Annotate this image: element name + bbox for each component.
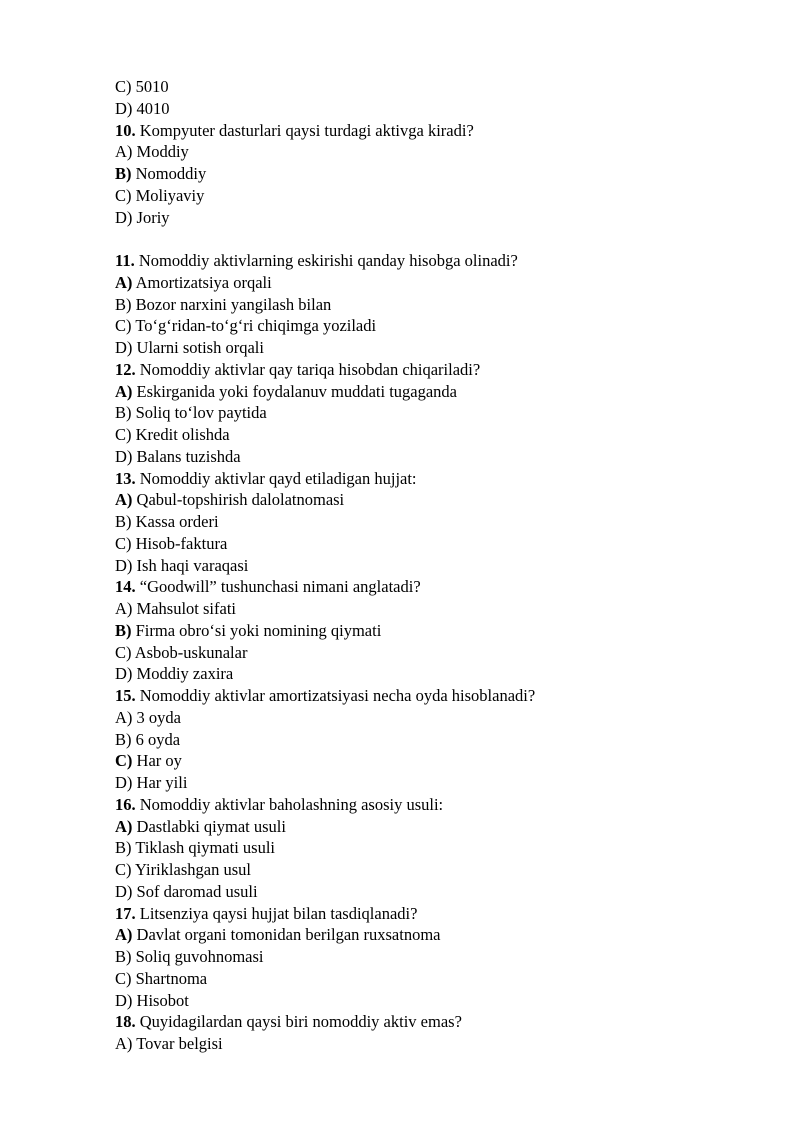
option-letter: B): [115, 512, 132, 531]
answer-option: [115, 663, 735, 685]
option-text: Ularni sotish orqali: [136, 338, 264, 357]
question-number: 10.: [115, 120, 136, 140]
question-text: Nomoddiy aktivlar qay tariqa hisobdan chiqariladi?: [139, 359, 481, 379]
option-text: Ish haqi varaqasi: [136, 555, 249, 575]
correct-option-letter: B): [115, 164, 132, 183]
answer-option: [115, 642, 735, 664]
option-text: Soliq guvohnomasi: [135, 947, 264, 966]
option-text: Har yili: [136, 773, 188, 792]
option-letter: C): [115, 968, 132, 988]
option-letter: B): [115, 294, 132, 314]
option-letter: C): [115, 185, 132, 205]
option-letter: C): [115, 642, 132, 662]
option-letter: D): [115, 881, 133, 901]
question-text: Nomoddiy aktivlar qayd etiladigan hujjat:: [139, 468, 417, 488]
answer-option: [115, 729, 735, 751]
question-line: [115, 120, 735, 142]
answer-option: [115, 294, 735, 316]
option-letter: D): [115, 446, 133, 466]
answer-option: [115, 511, 735, 533]
option-text: 4010: [136, 98, 170, 118]
option-letter: A): [115, 707, 133, 727]
answer-option: [115, 207, 735, 229]
option-text: To‘g‘ridan-to‘g‘ri chiqimga yoziladi: [135, 316, 377, 336]
option-text: Davlat organi tomonidan berilgan ruxsatnoma: [136, 925, 441, 945]
option-text: Dastlabki qiymat usuli: [136, 816, 286, 836]
answer-option: [115, 772, 735, 794]
document-page: [115, 76, 735, 1055]
option-text: Tiklash qiymati usuli: [135, 838, 275, 858]
answer-option: [115, 98, 735, 120]
option-letter: D): [115, 207, 133, 227]
option-text: Hisob-faktura: [135, 533, 228, 553]
blank-line: [115, 228, 735, 250]
answer-option: [115, 402, 735, 424]
option-letter: C): [115, 77, 132, 96]
answer-option: [115, 837, 735, 859]
answer-option: [115, 968, 735, 990]
question-line: [115, 903, 735, 925]
answer-option: [115, 555, 735, 577]
option-text: Hisobot: [136, 990, 189, 1010]
question-number: 17.: [115, 903, 136, 923]
question-number: 14.: [115, 577, 136, 597]
option-text: Balans tuzishda: [136, 446, 241, 466]
correct-option-letter: A): [115, 925, 133, 945]
option-letter: D): [115, 555, 133, 575]
option-text: Amortizatsiya orqali: [135, 272, 272, 292]
option-text: Shartnoma: [135, 968, 208, 988]
question-text: Kompyuter dasturlari qaysi turdagi aktivga kiradi?: [139, 120, 474, 140]
answer-option: [115, 141, 735, 163]
answer-option-correct: [115, 924, 735, 946]
question-number: 15.: [115, 686, 136, 705]
option-letter: D): [115, 990, 133, 1010]
question-number: 12.: [115, 359, 136, 379]
question-number: 16.: [115, 794, 136, 814]
answer-option-correct: [115, 163, 735, 185]
option-letter: D): [115, 773, 133, 792]
answer-option: [115, 315, 735, 337]
answer-option: [115, 707, 735, 729]
option-text: Asbob-uskunalar: [134, 642, 248, 662]
answer-option: [115, 990, 735, 1012]
answer-option-correct: [115, 620, 735, 642]
option-letter: A): [115, 1034, 133, 1053]
option-letter: D): [115, 664, 133, 684]
answer-option: [115, 881, 735, 903]
question-text: Litsenziya qaysi hujjat bilan tasdiqlanadi?: [139, 903, 418, 923]
option-letter: B): [115, 838, 132, 858]
option-letter: B): [115, 947, 132, 966]
question-line: [115, 359, 735, 381]
question-text: Nomoddiy aktivlar amortizatsiyasi necha oyda hisoblanadi?: [139, 686, 536, 705]
option-text: Nomoddiy: [135, 164, 207, 183]
question-number: 18.: [115, 1012, 136, 1032]
answer-option: [115, 533, 735, 555]
option-text: Mahsulot sifati: [136, 599, 236, 618]
option-letter: B): [115, 403, 132, 423]
option-text: Qabul-topshirish dalolatnomasi: [136, 490, 345, 510]
question-text: Nomoddiy aktivlar baholashning asosiy usuli:: [139, 794, 444, 814]
option-text: Moddiy: [136, 142, 189, 162]
question-line: [115, 250, 735, 272]
answer-option-correct: [115, 381, 735, 403]
option-letter: A): [115, 599, 133, 618]
answer-option-correct: [115, 272, 735, 294]
question-text: Nomoddiy aktivlarning eskirishi qanday hisobga olinadi?: [138, 251, 518, 270]
answer-option: [115, 76, 735, 98]
option-text: Firma obro‘si yoki nomining qiymati: [135, 620, 382, 640]
option-letter: C): [115, 533, 132, 553]
answer-option: [115, 446, 735, 468]
answer-option: [115, 859, 735, 881]
question-number: 11.: [115, 251, 135, 270]
option-text: Kassa orderi: [135, 512, 219, 531]
answer-option: [115, 337, 735, 359]
option-letter: C): [115, 860, 132, 879]
option-text: Tovar belgisi: [136, 1034, 223, 1053]
correct-option-letter: C): [115, 751, 133, 771]
answer-option-correct: [115, 816, 735, 838]
answer-option: [115, 598, 735, 620]
option-letter: D): [115, 338, 133, 357]
question-line: [115, 685, 735, 707]
correct-option-letter: A): [115, 490, 133, 510]
option-text: Eskirganida yoki foydalanuv muddati tugaganda: [136, 381, 457, 401]
option-text: Kredit olishda: [135, 425, 230, 444]
question-line: [115, 468, 735, 490]
answer-option-correct: [115, 750, 735, 772]
option-text: 6 oyda: [135, 729, 181, 749]
answer-option: [115, 1033, 735, 1055]
option-letter: A): [115, 142, 133, 162]
correct-option-letter: B): [115, 620, 132, 640]
option-letter: D): [115, 98, 133, 118]
question-line: [115, 794, 735, 816]
option-text: Soliq to‘lov paytida: [135, 403, 267, 423]
question-text: Quyidagilardan qaysi biri nomoddiy aktiv emas?: [139, 1012, 462, 1032]
correct-option-letter: A): [115, 272, 133, 292]
option-letter: C): [115, 425, 132, 444]
answer-option-correct: [115, 489, 735, 511]
option-text: 5010: [135, 77, 169, 96]
option-text: Yiriklashgan usul: [135, 860, 251, 879]
option-text: Moliyaviy: [135, 185, 205, 205]
correct-option-letter: A): [115, 816, 133, 836]
option-text: Joriy: [136, 207, 170, 227]
option-text: Har oy: [136, 751, 182, 771]
option-letter: C): [115, 316, 132, 336]
answer-option: [115, 946, 735, 968]
correct-option-letter: A): [115, 381, 133, 401]
question-number: 13.: [115, 468, 136, 488]
question-text: “Goodwill” tushunchasi nimani anglatadi?: [139, 577, 421, 597]
option-text: Bozor narxini yangilash bilan: [135, 294, 332, 314]
question-line: [115, 576, 735, 598]
question-line: [115, 1011, 735, 1033]
option-text: Moddiy zaxira: [136, 664, 234, 684]
answer-option: [115, 424, 735, 446]
option-letter: B): [115, 729, 132, 749]
answer-option: [115, 185, 735, 207]
option-text: Sof daromad usuli: [136, 881, 258, 901]
option-text: 3 oyda: [136, 707, 181, 727]
